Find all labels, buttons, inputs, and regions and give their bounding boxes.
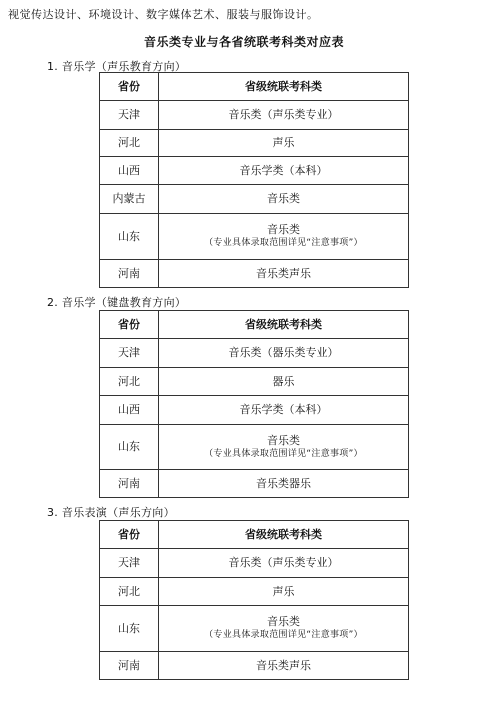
mapping-table <box>99 72 409 288</box>
category-text: 音乐类 <box>267 433 300 447</box>
table-row <box>100 368 409 396</box>
province-cell: 内蒙古 <box>100 185 159 214</box>
province-cell: 天津 <box>100 101 159 130</box>
category-cell: 音乐类（声乐类专业） <box>159 101 409 130</box>
table-row <box>100 260 409 288</box>
category-cell: 音乐学类（本科） <box>159 396 409 425</box>
province-cell: 河北 <box>100 578 159 606</box>
category-text: 音乐类 <box>267 223 300 236</box>
category-cell: 音乐类（器乐类专业） <box>159 339 409 368</box>
province-cell: 河北 <box>100 368 159 396</box>
header-province: 省份 <box>100 521 159 549</box>
province-cell: 河北 <box>100 130 159 157</box>
header-category: 省级统联考科类 <box>159 311 409 339</box>
table-header-row <box>100 311 409 339</box>
category-text: 音乐类 <box>267 615 300 628</box>
category-cell: 器乐 <box>159 368 409 396</box>
table-header-row <box>100 73 409 101</box>
table-row <box>100 157 409 185</box>
header-province: 省份 <box>100 311 159 339</box>
province-cell: 河南 <box>100 652 159 680</box>
category-cell: 音乐类（声乐类专业） <box>159 549 409 578</box>
table-row <box>100 214 409 260</box>
category-cell: 声乐 <box>159 130 409 157</box>
header-category: 省级统联考科类 <box>159 521 409 549</box>
section-heading: 1. 音乐学（声乐教育方向） <box>47 60 187 73</box>
category-cell: 声乐 <box>159 578 409 606</box>
category-cell: 音乐学类（本科） <box>159 157 409 185</box>
category-cell: 音乐类 <box>159 185 409 214</box>
table-row <box>100 425 409 470</box>
table-row <box>100 130 409 157</box>
header-province: 省份 <box>100 73 159 101</box>
province-cell: 天津 <box>100 549 159 578</box>
table-row <box>100 606 409 652</box>
category-cell: 音乐类声乐 <box>159 260 409 288</box>
table-row <box>100 470 409 498</box>
category-cell: 音乐类器乐 <box>159 470 409 498</box>
mapping-table <box>99 310 409 498</box>
document-title: 音乐类专业与各省统联考科类对应表 <box>143 35 344 49</box>
section-heading: 2. 音乐学（键盘教育方向） <box>47 296 187 309</box>
province-cell: 山西 <box>100 157 159 185</box>
category-note: （专业具体录取范围详见“注意事项”） <box>204 238 363 248</box>
table-row <box>100 578 409 606</box>
table-row <box>100 339 409 368</box>
category-cell: 音乐类声乐 <box>159 652 409 680</box>
category-cell <box>159 214 409 260</box>
category-cell <box>159 606 409 652</box>
table-row <box>100 185 409 214</box>
province-cell: 山东 <box>100 214 159 260</box>
table-row <box>100 396 409 425</box>
province-cell: 河南 <box>100 260 159 288</box>
section-heading: 3. 音乐表演（声乐方向） <box>47 506 175 519</box>
table-row <box>100 101 409 130</box>
category-note: （专业具体录取范围详见“注意事项”） <box>204 448 363 459</box>
mapping-table <box>99 520 409 680</box>
province-cell: 山东 <box>100 606 159 652</box>
table-header-row <box>100 521 409 549</box>
province-cell: 天津 <box>100 339 159 368</box>
table-row <box>100 652 409 680</box>
category-cell <box>159 425 409 470</box>
intro-line: 视觉传达设计、环境设计、数字媒体艺术、服装与服饰设计。 <box>8 8 319 21</box>
province-cell: 山西 <box>100 396 159 425</box>
province-cell: 河南 <box>100 470 159 498</box>
province-cell: 山东 <box>100 425 159 470</box>
category-note: （专业具体录取范围详见“注意事项”） <box>204 630 363 640</box>
table-row <box>100 549 409 578</box>
header-category: 省级统联考科类 <box>159 73 409 101</box>
